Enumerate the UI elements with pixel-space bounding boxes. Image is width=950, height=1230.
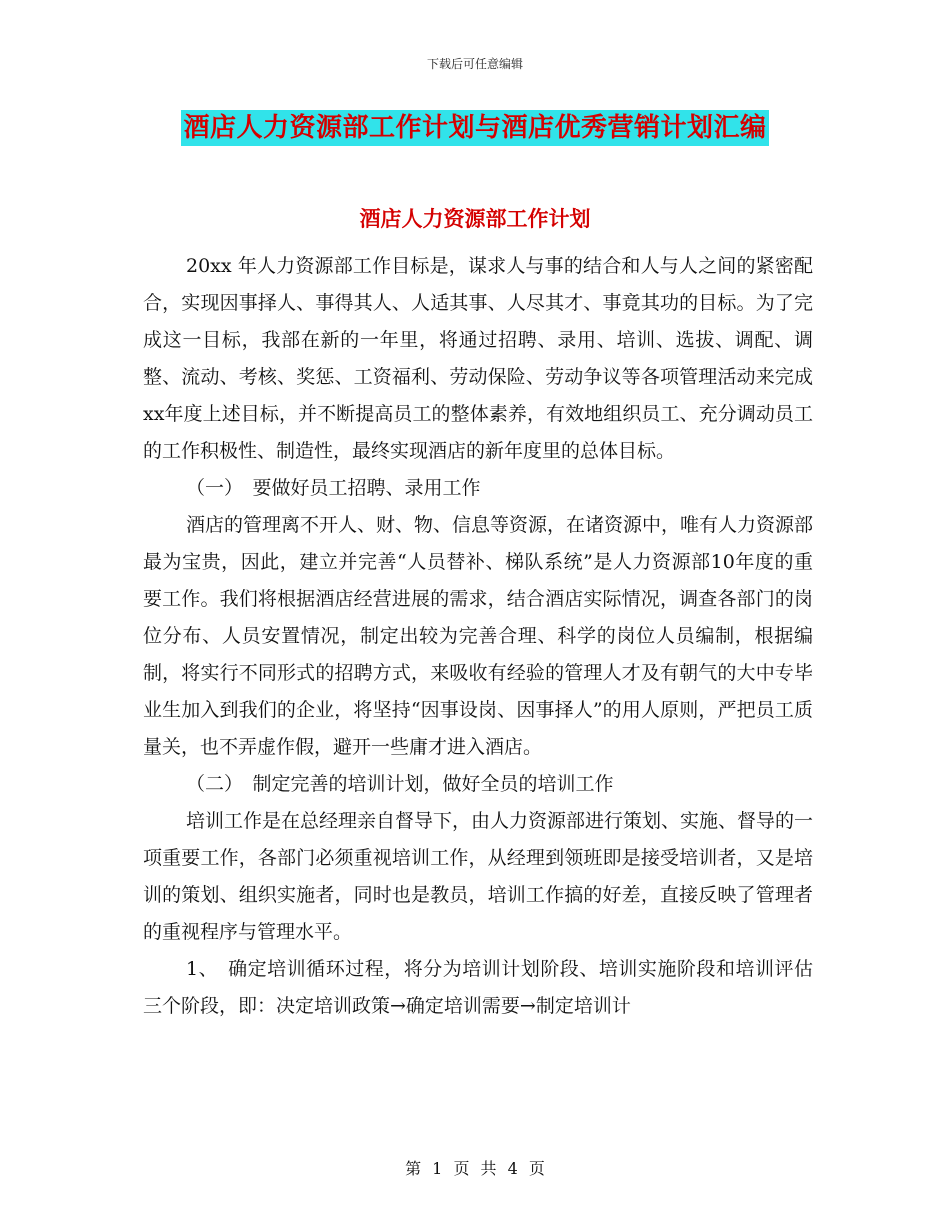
document-body <box>143 248 813 1025</box>
paragraph-training-cycle: 1、 确定培训循环过程，将分为培训计划阶段、培训实施阶段和培训评估三个阶段，即：决定培训政策→确定培训需要→制定培训计 <box>143 958 813 1017</box>
paragraph-recruitment: 酒店的管理离不开人、财、物、信息等资源，在诸资源中，唯有人力资源部最为宝贵，因此，建立并完善“人员替补、梯队系统”是人力资源部10年度的重要工作。我们将根据酒店经营进展的需求，结合酒店实际情况，调查各部门的岗位分布、人员安置情况，制定出较为完善合理、科学的岗位人员编制，根据编制，将实行不同形式的招聘方式，来吸收有经验的管理人才及有朝气的大中专毕业生加入到我们的企业，将坚持“因事设岗、因事择人”的用人原则，严把员工质量关，也不弄虚作假，避开一些庸才进入酒店。 <box>143 514 814 758</box>
main-title-wrap <box>0 110 950 146</box>
subheading-training: （二） 制定完善的培训计划，做好全员的培训工作 <box>186 773 614 795</box>
subheading-recruitment: （一） 要做好员工招聘、录用工作 <box>186 477 481 499</box>
paragraph-training: 培训工作是在总经理亲自督导下，由人力资源部进行策划、实施、督导的一项重要工作，各部门必须重视培训工作，从经理到领班即是接受培训者，又是培训的策划、组织实施者，同时也是教员，培训工作搞的好差，直接反映了管理者的重视程序与管理水平。 <box>143 810 814 943</box>
section-title: 酒店人力资源部工作计划 <box>359 206 591 231</box>
header-note: 下载后可任意编辑 <box>426 57 523 71</box>
page-footer: 第 1 页 共 4 页 <box>405 1159 545 1178</box>
main-title: 酒店人力资源部工作计划与酒店优秀营销计划汇编 <box>181 110 768 146</box>
paragraph-intro: 20xx 年人力资源部工作目标是，谋求人与事的结合和人与人之间的紧密配合，实现因事择人、事得其人、人适其事、人尽其才、事竟其功的目标。为了完成这一目标，我部在新的一年里，将通过招聘、录用、培训、选拔、调配、调整、流动、考核、奖惩、工资福利、劳动保险、劳动争议等各项管理活动来完成xx年度上述目标，并不断提高员工的整体素养，有效地组织员工、充分调动员工的工作积极性、制造性，最终实现酒店的新年度里的总体目标。 <box>143 255 813 462</box>
